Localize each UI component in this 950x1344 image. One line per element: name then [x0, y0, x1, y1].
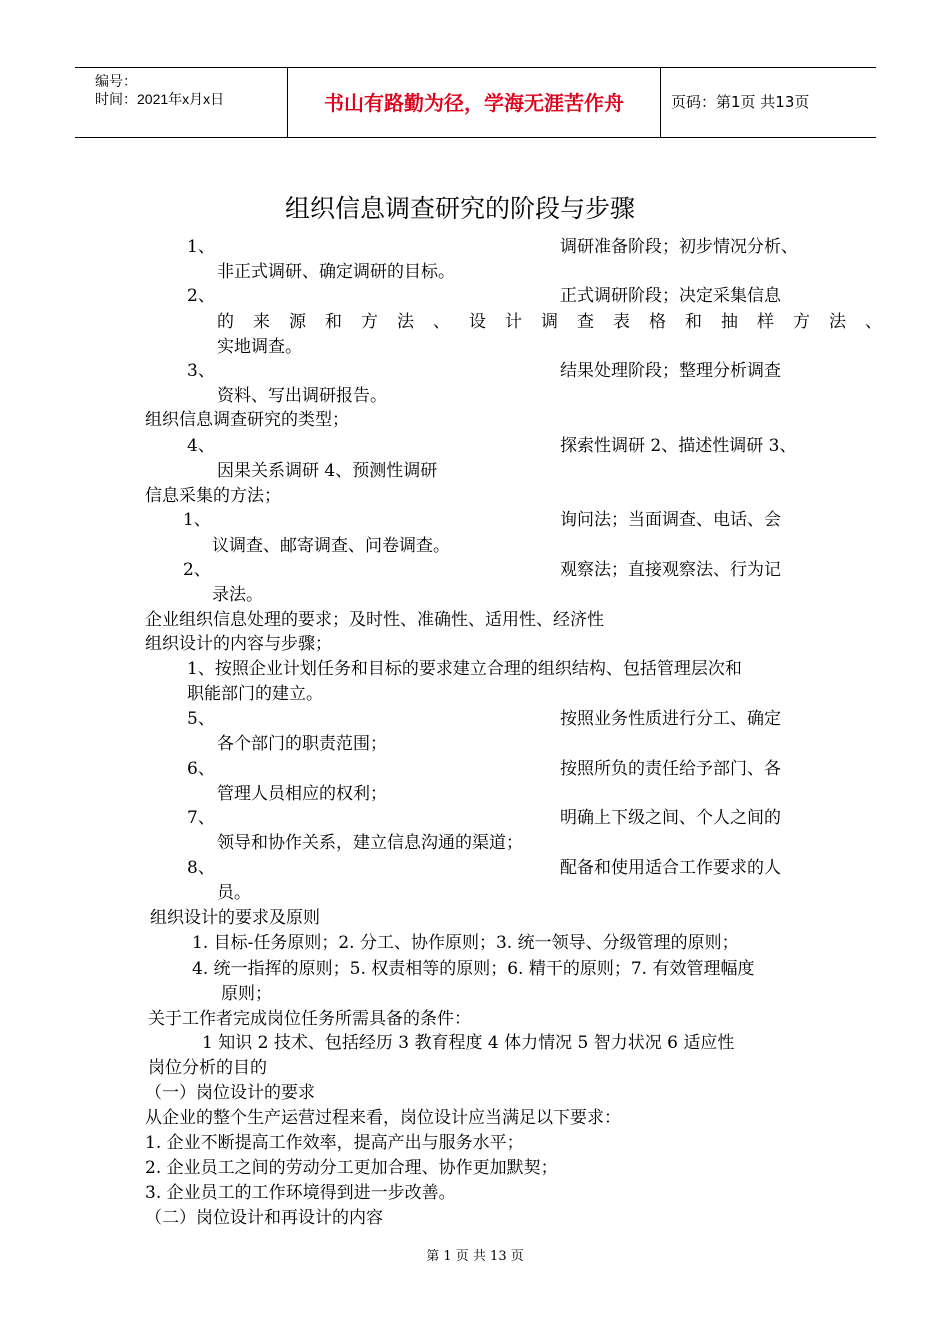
body-line: 职能部门的建立。	[187, 684, 323, 704]
header-divider	[660, 68, 661, 137]
body-line: 员。	[217, 883, 251, 903]
body-line: 2、	[183, 560, 211, 580]
body-line: 领导和协作关系，建立信息沟通的渠道；	[217, 833, 523, 853]
body-line: 的来源和方法、设计调查表格和抽样方法、	[217, 312, 901, 332]
body-line: 1、按照企业计划任务和目标的要求建立合理的组织结构、包括管理层次和	[187, 659, 742, 679]
section-heading: 企业组织信息处理的要求；及时性、准确性、适用性、经济性	[145, 610, 604, 630]
body-line: 询问法；当面调查、电话、会	[560, 510, 781, 530]
body-line: 议调查、邮寄调查、问卷调查。	[212, 536, 450, 556]
section-heading: （二）岗位设计和再设计的内容	[145, 1208, 383, 1228]
section-heading: 组织信息调查研究的类型；	[145, 410, 349, 430]
body-line: 4. 统一指挥的原则；5. 权责相等的原则；6. 精干的原则；7. 有效管理幅度	[192, 959, 755, 979]
body-line: 配备和使用适合工作要求的人	[560, 858, 781, 878]
document-time-label: 时间：2021年x月x日	[95, 91, 225, 107]
body-line: 1. 目标-任务原则；2. 分工、协作原则；3. 统一领导、分级管理的原则；	[192, 933, 739, 953]
section-heading: 信息采集的方法；	[145, 486, 281, 506]
section-heading: 组织设计的内容与步骤；	[145, 634, 332, 654]
section-heading: 组织设计的要求及原则	[150, 908, 320, 928]
section-heading: 岗位分析的目的	[148, 1058, 267, 1078]
body-line: 8、	[187, 858, 215, 878]
page-header	[75, 67, 876, 138]
document-number-label: 编号：	[95, 73, 137, 89]
page-footer: 第 1 页 共 13 页	[426, 1249, 524, 1264]
body-line: 管理人员相应的权利；	[217, 784, 387, 804]
body-line: 正式调研阶段；决定采集信息	[560, 286, 781, 306]
body-line: 原则；	[221, 984, 272, 1004]
body-line: 各个部门的职责范围；	[217, 734, 387, 754]
body-line: 录法。	[212, 585, 263, 605]
body-line: 探索性调研 2、描述性调研 3、	[560, 436, 797, 456]
section-heading: 关于工作者完成岗位任务所需具备的条件：	[148, 1009, 471, 1029]
list-item: 2. 企业员工之间的劳动分工更加合理、协作更加默契；	[145, 1158, 558, 1178]
body-line: 结果处理阶段；整理分析调查	[560, 361, 781, 381]
body-line: 明确上下级之间、个人之间的	[560, 808, 781, 828]
body-line: 观察法；直接观察法、行为记	[560, 560, 781, 580]
body-line: 1 知识 2 技术、包括经历 3 教育程度 4 体力情况 5 智力状况 6 适应性	[202, 1033, 735, 1053]
body-line: 4、	[187, 436, 215, 456]
body-line: 1、	[187, 237, 215, 257]
body-line: 调研准备阶段；初步情况分析、	[560, 237, 798, 257]
body-line: 5、	[187, 709, 215, 729]
body-line: 6、	[187, 759, 215, 779]
body-line: 3、	[187, 361, 215, 381]
body-line: 资料、写出调研报告。	[217, 386, 387, 406]
header-meta	[95, 72, 224, 108]
body-line: 按照所负的责任给予部门、各	[560, 759, 781, 779]
list-item: 3. 企业员工的工作环境得到进一步改善。	[145, 1183, 456, 1203]
body-line: 2、	[187, 286, 215, 306]
body-line: 非正式调研、确定调研的目标。	[217, 262, 455, 282]
body-line: 从企业的整个生产运营过程来看，岗位设计应当满足以下要求：	[145, 1108, 621, 1128]
body-line: 按照业务性质进行分工、确定	[560, 709, 781, 729]
header-slogan: 书山有路勤为径，学海无涯苦作舟	[324, 91, 624, 115]
body-line: 7、	[187, 808, 215, 828]
body-line: 1、	[183, 510, 211, 530]
header-page-number: 页码：第1页 共13页	[671, 93, 810, 111]
document-title: 组织信息调查研究的阶段与步骤	[284, 194, 635, 223]
body-line: 因果关系调研 4、预测性调研	[217, 461, 438, 481]
list-item: 1. 企业不断提高工作效率，提高产出与服务水平；	[145, 1133, 524, 1153]
body-line: 实地调查。	[217, 337, 302, 357]
section-heading: （一）岗位设计的要求	[145, 1083, 315, 1103]
